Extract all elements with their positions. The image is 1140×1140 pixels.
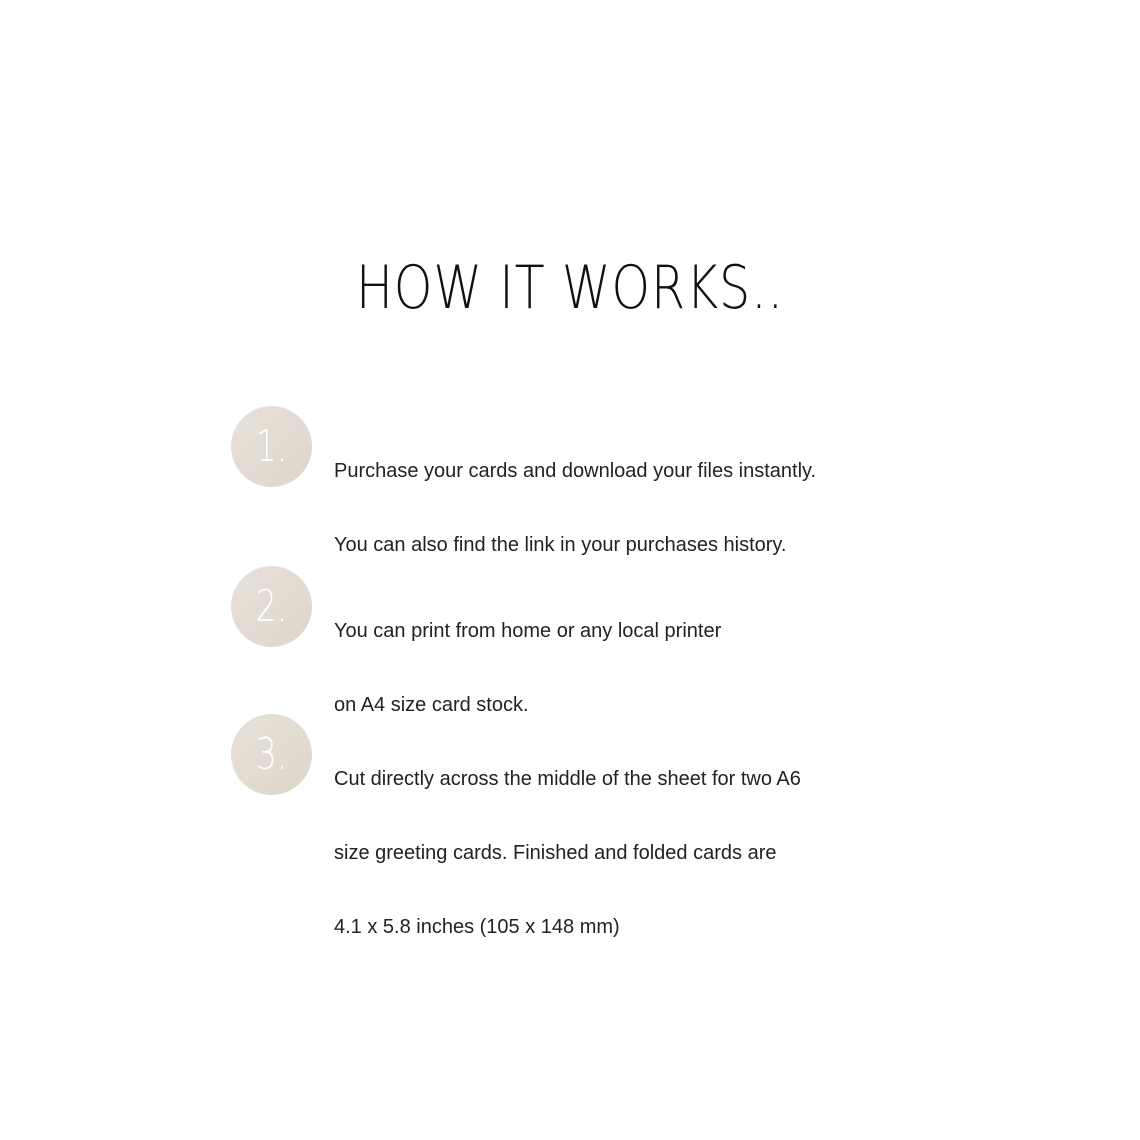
step-line: Purchase your cards and download your files instantly.: [334, 460, 817, 482]
step-number: 2.: [255, 581, 288, 632]
step-line: on A4 size card stock.: [334, 694, 529, 716]
step-line: You can also find the link in your purchases history.: [334, 534, 787, 556]
step-line: 4.1 x 5.8 inches (105 x 148 mm): [334, 916, 620, 938]
step-line: You can print from home or any local printer: [334, 620, 722, 642]
step-number: 1.: [255, 421, 288, 472]
page-title: HOW IT WORKS..: [355, 253, 785, 323]
step-number: 3.: [255, 729, 288, 780]
step-description: [334, 724, 934, 983]
step-line: size greeting cards. Finished and folded cards are: [334, 842, 777, 864]
step-description: [334, 416, 934, 601]
step-line: Cut directly across the middle of the sheet for two A6: [334, 768, 801, 790]
